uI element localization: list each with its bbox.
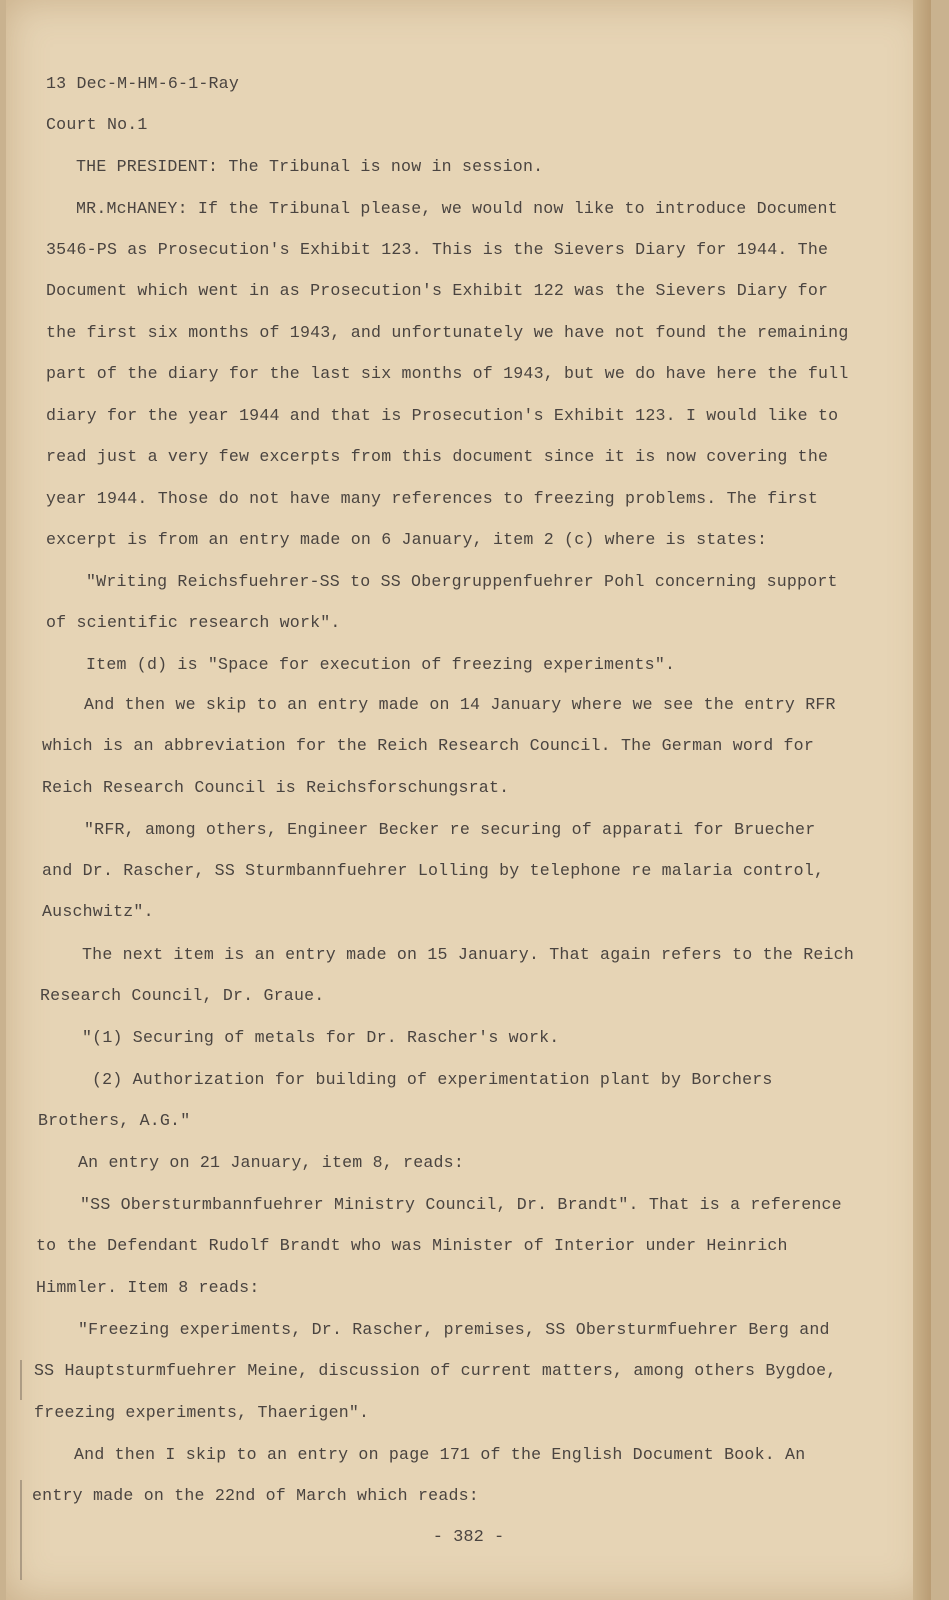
transcript-header: 13 Dec-M-HM-6-1-Ray — [46, 74, 239, 93]
text-line: Himmler. Item 8 reads: — [36, 1278, 260, 1297]
page-number: - 382 - — [432, 1528, 505, 1547]
text-line: to the Defendant Rudolf Brandt who was Minister of Interior under Heinrich — [36, 1236, 788, 1255]
text-line: And then we skip to an entry made on 14 January where we see the entry RFR — [84, 695, 836, 714]
text-line: diary for the year 1944 and that is Prosecution's Exhibit 123. I would like to — [46, 406, 839, 425]
text-line: Brothers, A.G." — [38, 1111, 191, 1130]
text-line: freezing experiments, Thaerigen". — [34, 1403, 370, 1422]
text-line: part of the diary for the last six months of 1943, but we do have here the full — [46, 364, 849, 383]
text-line: "SS Obersturmbannfuehrer Ministry Council, Dr. Brandt". That is a reference — [80, 1195, 842, 1214]
text-line: The next item is an entry made on 15 January. That again refers to the Reich — [82, 945, 854, 964]
text-line: "Freezing experiments, Dr. Rascher, premises, SS Obersturmfuehrer Berg and — [78, 1320, 830, 1339]
text-line: And then I skip to an entry on page 171 of the English Document Book. An — [74, 1445, 806, 1464]
text-line: THE PRESIDENT: The Tribunal is now in session. — [76, 157, 544, 176]
text-line: Research Council, Dr. Graue. — [40, 986, 325, 1005]
text-line: 3546-PS as Prosecution's Exhibit 123. This is the Sievers Diary for 1944. The — [46, 240, 829, 259]
text-line: Item (d) is "Space for execution of freezing experiments". — [86, 655, 676, 674]
text-line: Reich Research Council is Reichsforschungsrat. — [42, 778, 510, 797]
court-label: Court No.1 — [46, 115, 148, 134]
text-line: "Writing Reichsfuehrer-SS to SS Obergruppenfuehrer Pohl concerning support — [86, 572, 838, 591]
page-edge — [913, 0, 931, 1600]
text-line: An entry on 21 January, item 8, reads: — [78, 1153, 464, 1172]
text-line: MR.McHANEY: If the Tribunal please, we would now like to introduce Document — [76, 199, 838, 218]
text-line: SS Hauptsturmfuehrer Meine, discussion of current matters, among others Bygdoe, — [34, 1361, 837, 1380]
text-line: Auschwitz". — [42, 902, 154, 921]
text-line: year 1944. Those do not have many references to freezing problems. The first — [46, 489, 818, 508]
text-line: read just a very few excerpts from this document since it is now covering the — [46, 447, 829, 466]
text-line: which is an abbreviation for the Reich Research Council. The German word for — [42, 736, 814, 755]
text-line: excerpt is from an entry made on 6 January, item 2 (c) where is states: — [46, 530, 768, 549]
text-line: the first six months of 1943, and unfortunately we have not found the remaining — [46, 323, 849, 342]
text-line: "RFR, among others, Engineer Becker re securing of apparati for Bruecher — [84, 820, 816, 839]
text-line: entry made on the 22nd of March which reads: — [32, 1486, 479, 1505]
text-line: of scientific research work". — [46, 613, 341, 632]
margin-pencil-mark — [20, 1360, 22, 1400]
document-page — [6, 0, 931, 1600]
text-line: "(1) Securing of metals for Dr. Rascher's work. — [82, 1028, 560, 1047]
text-line: Document which went in as Prosecution's Exhibit 122 was the Sievers Diary for — [46, 281, 829, 300]
text-line: (2) Authorization for building of experimentation plant by Borchers — [92, 1070, 773, 1089]
text-line: and Dr. Rascher, SS Sturmbannfuehrer Lolling by telephone re malaria control, — [42, 861, 825, 880]
